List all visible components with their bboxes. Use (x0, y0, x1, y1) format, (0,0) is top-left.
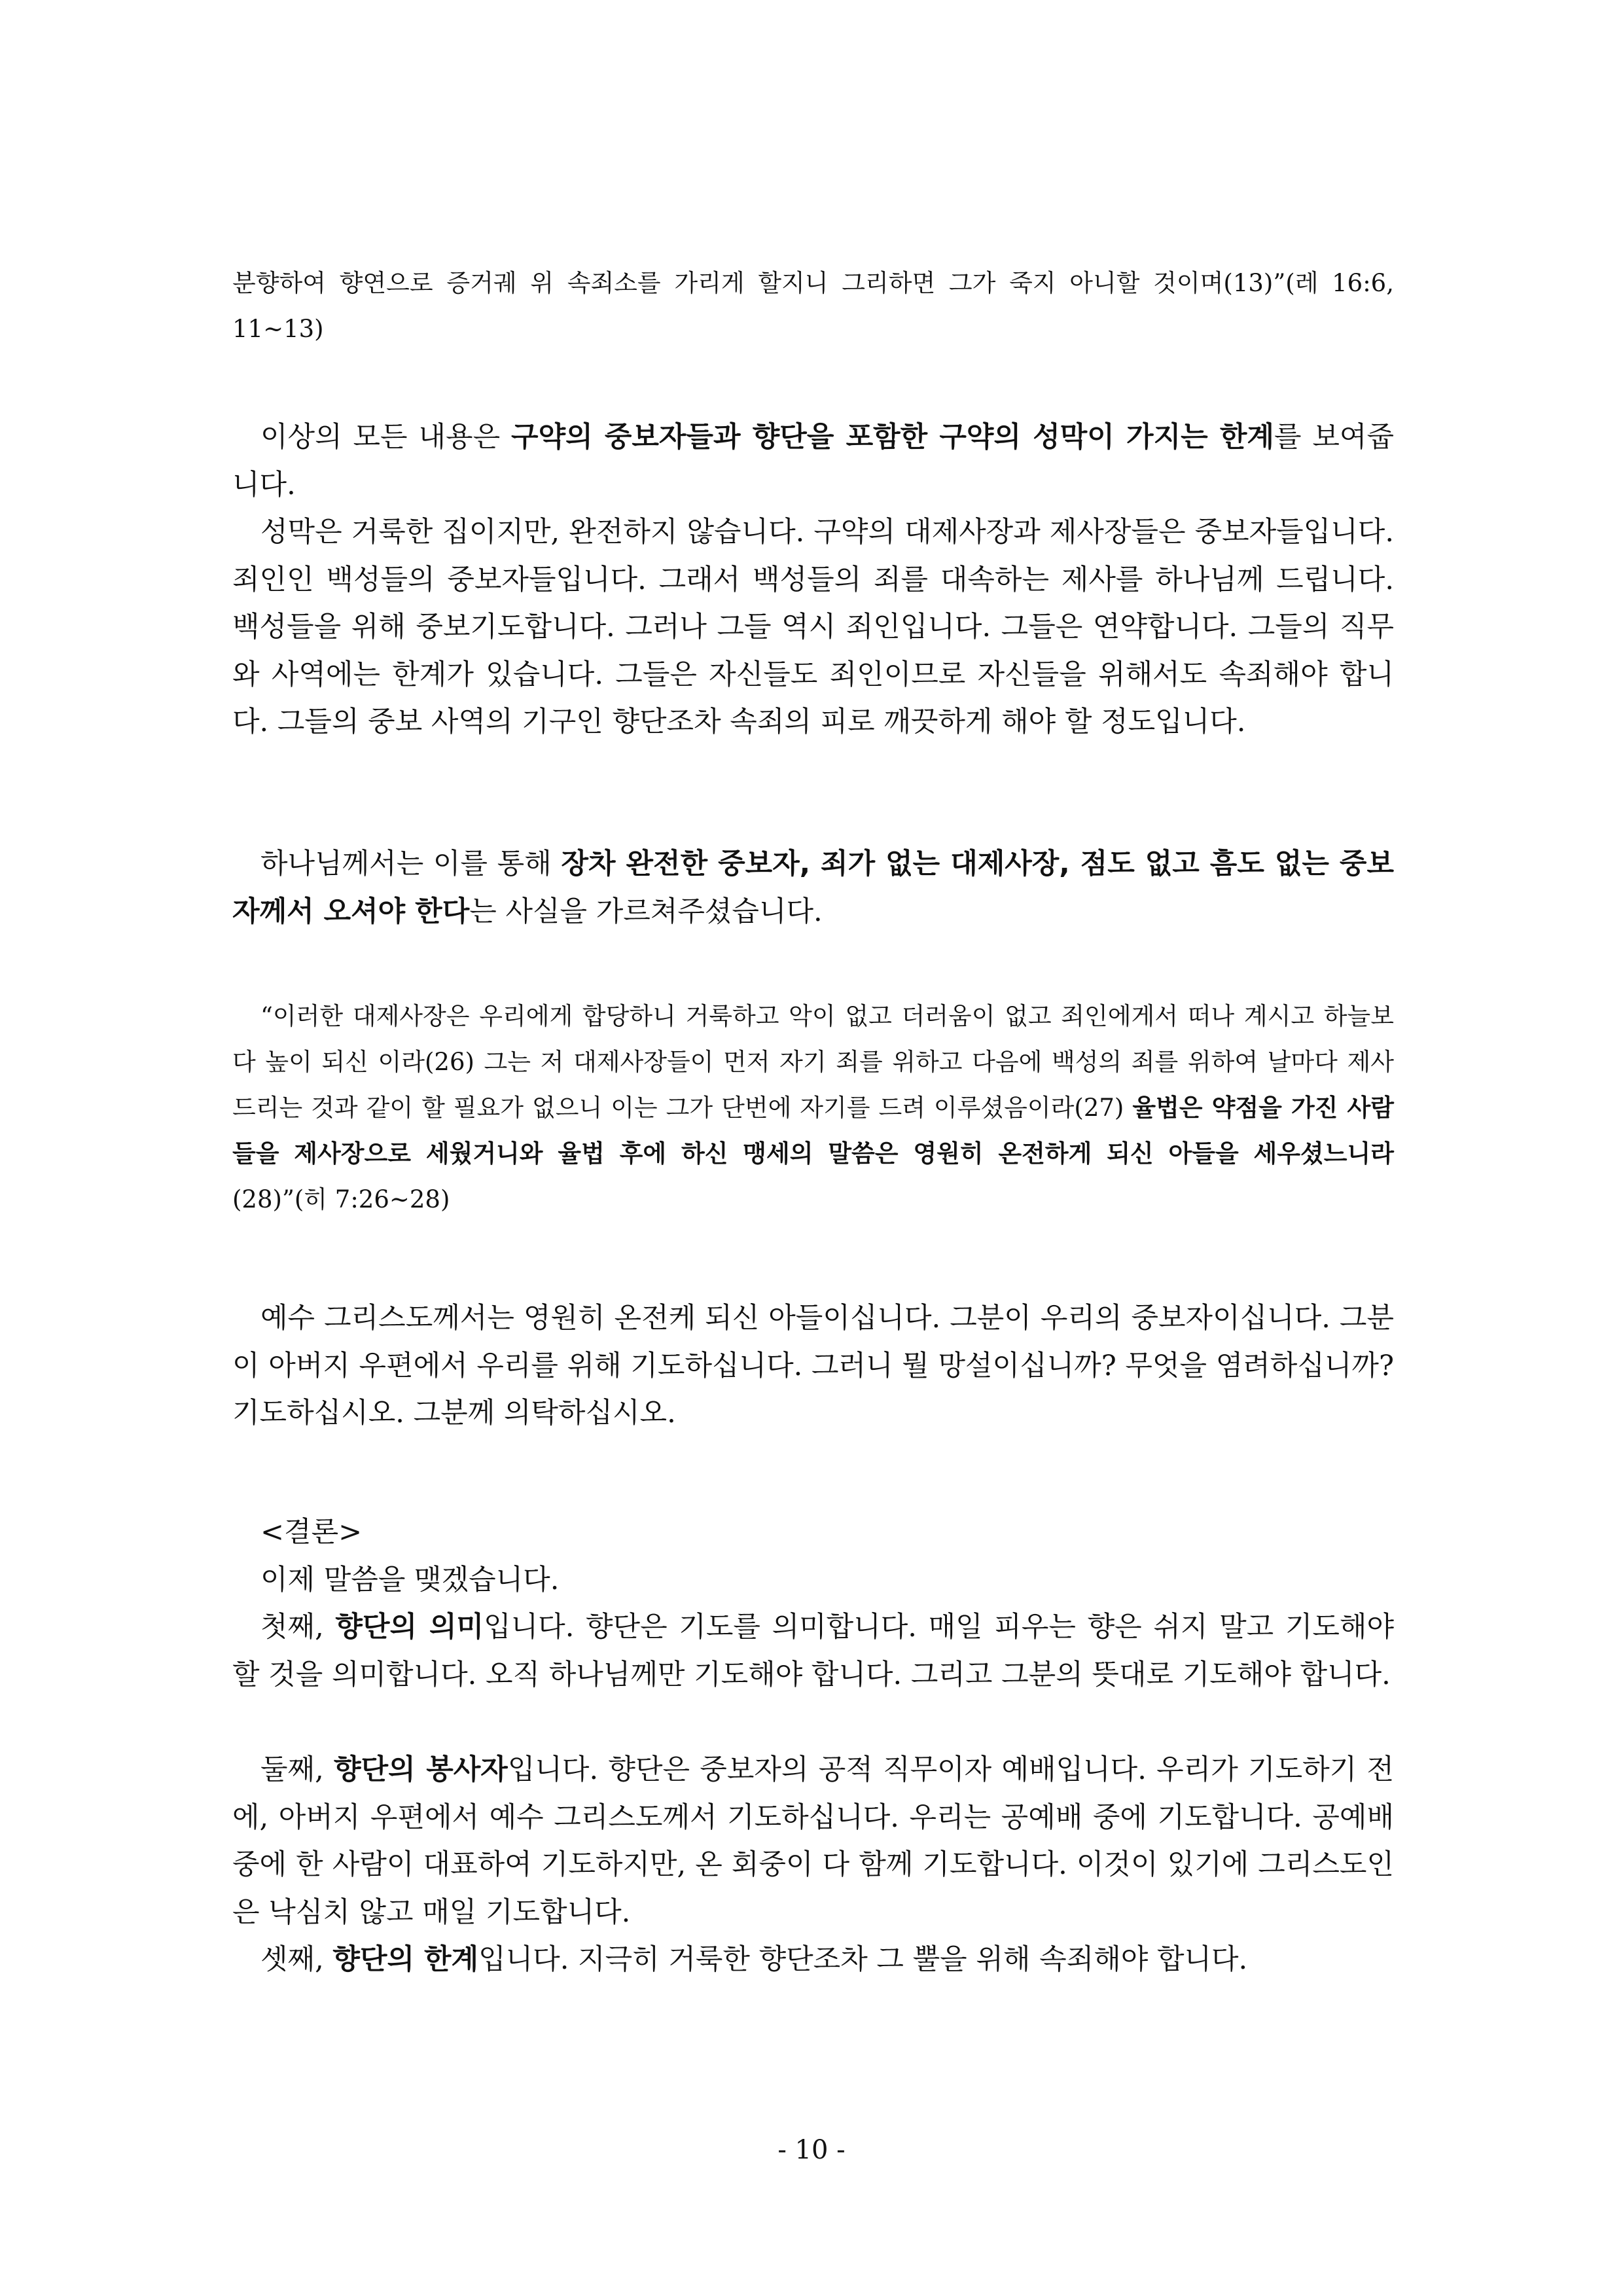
text-run: 는 사실을 가르쳐주셨습니다. (469, 895, 823, 928)
bold-text: 장차 완전한 중보자, 죄가 없는 대제사장, 점도 없고 흠도 없는 중보자께서 오셔야 한다 (232, 848, 1395, 928)
text-run: 이제 말씀을 맺겠습니다. (260, 1564, 560, 1596)
text-run: 성막은 거룩한 집이지만, 완전하지 않습니다. 구약의 대제사장과 제사장들은 중보자들입니다. 죄인인 백성들의 중보자들입니다. 그래서 백성들의 죄를 대속하는 제사를 하나님께 드립니다. 백성들을 위해 중보기도합니다. 그러나 그들 역시 죄인입니다. 그들은 연약합니다. 그들의 직무와 사역에는 한계가 있습니다. 그들은 자신들도 죄인이므로 자신들을 위해서도 속죄해야 합니다. 그들의 중보 사역의 기구인 향단조차 속죄의 피로 깨끗하게 해야 할 정도입니다. (232, 516, 1394, 738)
text-run: 를 보여줍니다. (232, 421, 1394, 501)
heading-text: <결론> (260, 1516, 363, 1549)
bold-text: 향단의 봉사자 (334, 1753, 508, 1786)
bold-text: 구약의 중보자들과 향단을 포함한 구약의 성막이 가지는 한계 (511, 421, 1274, 454)
bold-text: 향단의 한계 (332, 1943, 479, 1976)
paragraph-tabernacle (232, 509, 1394, 746)
quote-text: 분향하여 향연으로 증거궤 위 속죄소를 가리게 할지니 그리하면 그가 죽지 아니할 것이며(13)”(레 16:6, 11~13) (232, 269, 1394, 343)
bold-text: 율법은 약점을 가진 사람들을 제사장으로 세웠거니와 율법 후에 하신 맹세의 말씀은 영원히 온전하게 되신 아들을 세우셨느니라 (232, 1094, 1394, 1168)
conclusion-third-point (232, 1936, 1394, 1984)
text-run: (28)”(히 7:26~28) (232, 1185, 450, 1213)
text-run: 예수 그리스도께서는 영원히 온전케 되신 아들이십니다. 그분이 우리의 중보자이십니다. 그분이 아버지 우편에서 우리를 위해 기도하십니다. 그러니 뭘 망설이십니까? 무엇을 염려하십니까? 기도하십시오. 그분께 의탁하십시오. (232, 1302, 1394, 1429)
bold-text: 향단의 의미 (335, 1611, 484, 1643)
text-run: 입니다. 지극히 거룩한 향단조차 그 뿔을 위해 속죄해야 합니다. (478, 1943, 1248, 1976)
scripture-quote-leviticus (232, 260, 1394, 352)
text-run: 셋째, (260, 1943, 333, 1976)
text-run: “이러한 대제사장은 우리에게 합당하니 거룩하고 악이 없고 더러움이 없고 죄인에게서 떠나 계시고 하늘보다 높이 되신 이라(26) 그는 저 대제사장들이 먼저 자기 죄를 위하고 다음에 백성의 죄를 위하여 날마다 제사 드리는 것과 같이 할 필요가 없으니 이는 그가 단번에 자기를 드려 이루셨음이라(27) (232, 1002, 1394, 1122)
text-run: 입니다. 향단은 기도를 의미합니다. 매일 피우는 향은 쉬지 말고 기도해야 할 것을 의미합니다. 오직 하나님께만 기도해야 합니다. 그리고 그분의 뜻대로 기도해야 합니다. (232, 1611, 1394, 1691)
text-run: 이상의 모든 내용은 (260, 421, 512, 454)
paragraph-limits-intro (232, 414, 1394, 509)
page-number: - 10 - (777, 2135, 846, 2165)
conclusion-heading (232, 1509, 1394, 1556)
text-run: 하나님께서는 이를 통해 (260, 848, 562, 880)
text-run: 첫째, (260, 1611, 336, 1643)
scripture-quote-hebrews (232, 994, 1394, 1223)
paragraph-perfect-mediator (232, 840, 1394, 935)
paragraph-jesus-mediator (232, 1295, 1394, 1437)
conclusion-first-point (232, 1604, 1394, 1698)
conclusion-intro (232, 1556, 1394, 1604)
conclusion-second-point (232, 1746, 1394, 1936)
text-run: 둘째, (260, 1753, 334, 1786)
text-run: 입니다. 향단은 중보자의 공적 직무이자 예배입니다. 우리가 기도하기 전에, 아버지 우편에서 예수 그리스도께서 기도하십니다. 우리는 공예배 중에 기도합니다. 공예배 중에 한 사람이 대표하여 기도하지만, 온 회중이 다 함께 기도합니다. 이것이 있기에 그리스도인은 낙심치 않고 매일 기도합니다. (232, 1753, 1394, 1929)
